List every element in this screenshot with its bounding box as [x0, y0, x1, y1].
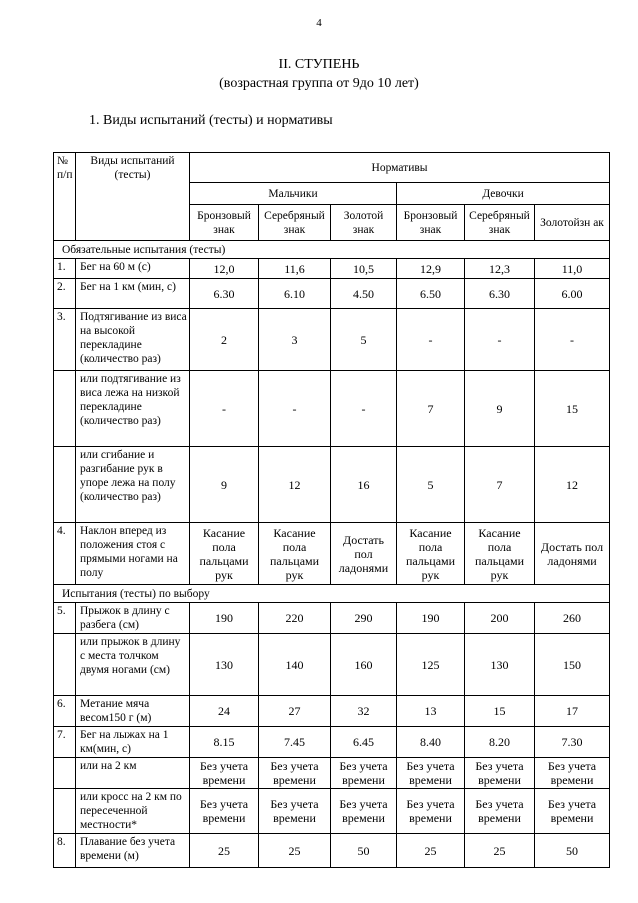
norm-value: 16	[331, 447, 397, 523]
test-name: Бег на 60 м (с)	[76, 259, 190, 279]
row-number: 6.	[54, 696, 76, 727]
header-badge: Бронзовый знак	[190, 205, 259, 241]
norm-value: -	[465, 309, 535, 371]
norm-value: 13	[397, 696, 465, 727]
test-name: или кросс на 2 км по пересеченной местности*	[76, 789, 190, 834]
page-number: 4	[316, 17, 322, 29]
norm-value: Без учета времени	[259, 789, 331, 834]
norm-value: 4.50	[331, 279, 397, 309]
norm-value: 190	[190, 603, 259, 634]
norm-value: Без учета времени	[465, 789, 535, 834]
norm-value: 3	[259, 309, 331, 371]
norm-value: 11,0	[535, 259, 610, 279]
test-name: Подтягивание из виса на высокой перекладине (количество раз)	[76, 309, 190, 371]
norm-value: 12	[535, 447, 610, 523]
header-badge: Серебряный знак	[465, 205, 535, 241]
norm-value: 24	[190, 696, 259, 727]
norm-value: 17	[535, 696, 610, 727]
table-row	[54, 259, 610, 279]
row-number: 5.	[54, 603, 76, 634]
page-heading: II. СТУПЕНЬ	[278, 57, 360, 72]
norm-value: Без учета времени	[331, 789, 397, 834]
norm-value: 6.30	[190, 279, 259, 309]
norm-value: 160	[331, 634, 397, 696]
norm-value: 25	[465, 834, 535, 868]
row-number: 1.	[54, 259, 76, 279]
page-subheading: (возрастная группа от 9до 10 лет)	[219, 76, 419, 91]
norm-value: Касание пола пальцами рук	[190, 523, 259, 585]
table-row	[54, 371, 610, 447]
norm-value: 7.45	[259, 727, 331, 758]
norm-value: 140	[259, 634, 331, 696]
norm-value: 8.15	[190, 727, 259, 758]
header-tests: Виды испытаний (тесты)	[76, 153, 190, 241]
row-number: 8.	[54, 834, 76, 868]
row-number	[54, 447, 76, 523]
header-norms: Нормативы	[190, 153, 610, 183]
row-number: 3.	[54, 309, 76, 371]
header-boys: Мальчики	[190, 183, 397, 205]
norm-value: 150	[535, 634, 610, 696]
norm-value: Без учета времени	[259, 758, 331, 789]
norm-value: 7	[397, 371, 465, 447]
norm-value: 9	[465, 371, 535, 447]
row-number	[54, 789, 76, 834]
header-badge: Золотойзн ак	[535, 205, 610, 241]
table-row	[54, 279, 610, 309]
header-badge: Бронзовый знак	[397, 205, 465, 241]
row-number: 7.	[54, 727, 76, 758]
row-number	[54, 371, 76, 447]
norm-value: 6.30	[465, 279, 535, 309]
norm-value: Касание пола пальцами рук	[465, 523, 535, 585]
test-name: или сгибание и разгибание рук в упоре лежа на полу (количество раз)	[76, 447, 190, 523]
norm-value: Без учета времени	[397, 758, 465, 789]
test-name: Наклон вперед из положения стоя с прямыми ногами на полу	[76, 523, 190, 585]
table-row	[54, 758, 610, 789]
norm-value: 12,0	[190, 259, 259, 279]
table-row	[54, 523, 610, 585]
norm-value: Без учета времени	[331, 758, 397, 789]
section-mandatory: Обязательные испытания (тесты)	[54, 241, 610, 259]
norm-value: 220	[259, 603, 331, 634]
norm-value: 6.50	[397, 279, 465, 309]
norm-value: 2	[190, 309, 259, 371]
section-optional: Испытания (тесты) по выбору	[54, 585, 610, 603]
norm-value: 7	[465, 447, 535, 523]
table-row	[54, 696, 610, 727]
norm-value: Достать пол ладонями	[331, 523, 397, 585]
norm-value: 12	[259, 447, 331, 523]
norm-value: Касание пола пальцами рук	[259, 523, 331, 585]
norm-value: Без учета времени	[190, 758, 259, 789]
norm-value: 12,3	[465, 259, 535, 279]
norm-value: 6.45	[331, 727, 397, 758]
row-number	[54, 758, 76, 789]
norm-value: 290	[331, 603, 397, 634]
norm-value: Без учета времени	[465, 758, 535, 789]
row-number: 2.	[54, 279, 76, 309]
norm-value: Без учета времени	[535, 789, 610, 834]
header-girls: Девочки	[397, 183, 610, 205]
table-row	[54, 634, 610, 696]
norm-value: -	[331, 371, 397, 447]
norm-value: Без учета времени	[535, 758, 610, 789]
norm-value: 50	[535, 834, 610, 868]
norm-value: 50	[331, 834, 397, 868]
test-name: Прыжок в длину с разбега (см)	[76, 603, 190, 634]
row-number	[54, 634, 76, 696]
norm-value: 130	[190, 634, 259, 696]
test-name: Бег на 1 км (мин, с)	[76, 279, 190, 309]
test-name: или на 2 км	[76, 758, 190, 789]
norm-value: 7.30	[535, 727, 610, 758]
norm-value: 6.10	[259, 279, 331, 309]
table-row	[54, 789, 610, 834]
norm-value: 10,5	[331, 259, 397, 279]
norm-value: -	[397, 309, 465, 371]
norm-value: 6.00	[535, 279, 610, 309]
test-name: или подтягивание из виса лежа на низкой перекладине (количество раз)	[76, 371, 190, 447]
row-number: 4.	[54, 523, 76, 585]
norm-value: 5	[331, 309, 397, 371]
norm-value: 32	[331, 696, 397, 727]
norm-value: Без учета времени	[190, 789, 259, 834]
norm-value: Достать пол ладонями	[535, 523, 610, 585]
norm-value: 15	[465, 696, 535, 727]
table-row	[54, 309, 610, 371]
norms-table	[53, 152, 610, 868]
norm-value: 12,9	[397, 259, 465, 279]
norm-value: 260	[535, 603, 610, 634]
norm-value: 190	[397, 603, 465, 634]
norm-value: 125	[397, 634, 465, 696]
norm-value: Касание пола пальцами рук	[397, 523, 465, 585]
norm-value: -	[535, 309, 610, 371]
header-badge: Серебряный знак	[259, 205, 331, 241]
norm-value: 15	[535, 371, 610, 447]
test-name: или прыжок в длину с места толчком двумя ногами (см)	[76, 634, 190, 696]
header-badge: Золотой знак	[331, 205, 397, 241]
norm-value: 25	[397, 834, 465, 868]
norm-value: 5	[397, 447, 465, 523]
test-name: Метание мяча весом150 г (м)	[76, 696, 190, 727]
table-row	[54, 447, 610, 523]
norm-value: 25	[259, 834, 331, 868]
norm-value: 9	[190, 447, 259, 523]
norm-value: -	[259, 371, 331, 447]
table-row	[54, 834, 610, 868]
norm-value: 200	[465, 603, 535, 634]
section-title: 1. Виды испытаний (тесты) и нормативы	[89, 113, 333, 128]
table-row	[54, 603, 610, 634]
table-row	[54, 727, 610, 758]
norm-value: 8.40	[397, 727, 465, 758]
test-name: Плавание без учета времени (м)	[76, 834, 190, 868]
norm-value: 130	[465, 634, 535, 696]
norm-value: 8.20	[465, 727, 535, 758]
norm-value: Без учета времени	[397, 789, 465, 834]
test-name: Бег на лыжах на 1 км(мин, с)	[76, 727, 190, 758]
norm-value: 11,6	[259, 259, 331, 279]
norm-value: -	[190, 371, 259, 447]
norm-value: 27	[259, 696, 331, 727]
header-num: № п/п	[54, 153, 76, 241]
norm-value: 25	[190, 834, 259, 868]
